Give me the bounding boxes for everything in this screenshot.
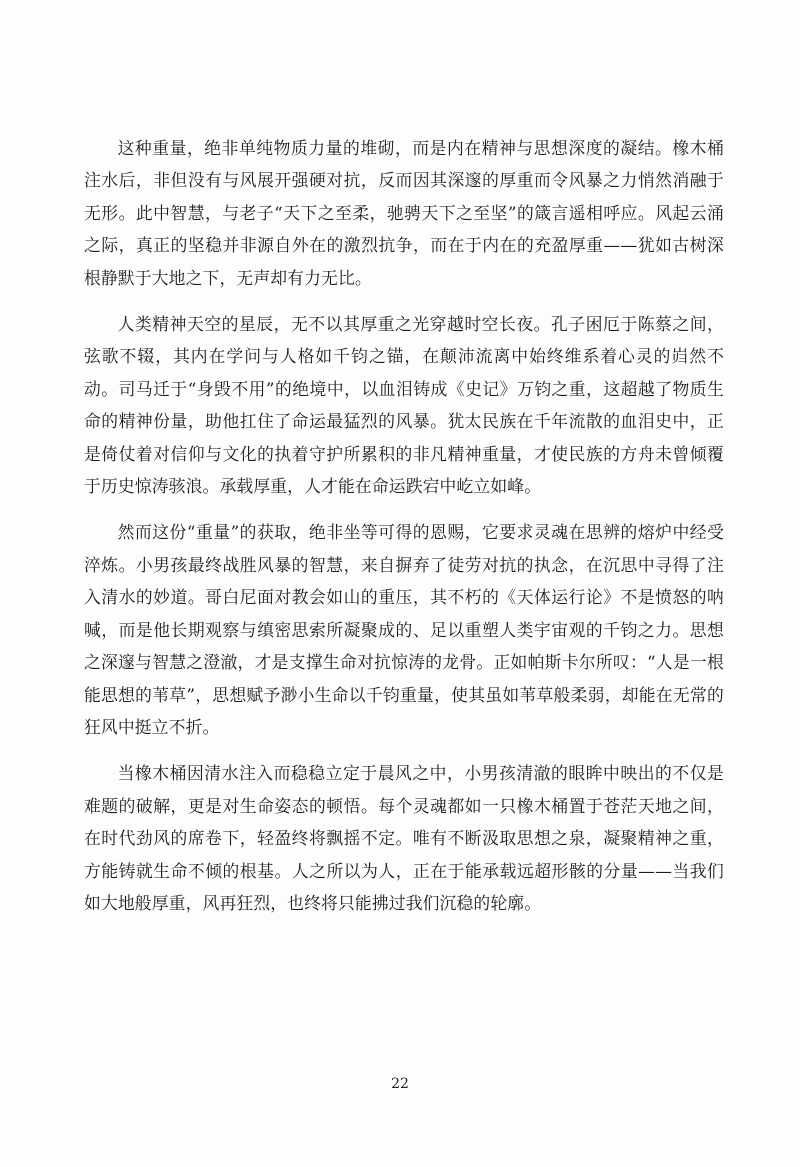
page-number: 22: [391, 1076, 409, 1092]
paragraph-3: 然而这份“重量”的获取，绝非坐等可得的恩赐，它要求灵魂在思辨的熔炉中经受淬炼。小男孩最终战胜风暴的智慧，来自摒弃了徒劳对抗的执念，在沉思中寻得了注入清水的妙道。哥白尼面对教会如山的重压，其不朽的《天体运行论》不是愤怒的呐喊，而是他长期观察与缜密思索所凝聚成的、足以重塑人类宇宙观的千钧之力。思想之深邃与智慧之澄澈，才是支撑生命对抗惊涛的龙骨。正如帕斯卡尔所叹：“人是一根能思想的苇草”，思想赋予渺小生命以千钧重量，使其虽如苇草般柔弱，却能在无常的狂风中挺立不折。: [84, 522, 724, 737]
paragraph-2: 人类精神天空的星辰，无不以其厚重之光穿越时空长夜。孔子困厄于陈蔡之间，弦歌不辍，其内在学问与人格如千钧之锚，在颠沛流离中始终维系着心灵的岿然不动。司马迁于“身毁不用”的绝境中，以血泪铸成《史记》万钧之重，这超越了物质生命的精神份量，助他扛住了命运最猛烈的风暴。犹太民族在千年流散的血泪史中，正是倚仗着对信仰与文化的执着守护所累积的非凡精神重量，才使民族的方舟未曾倾覆于历史惊涛骇浪。承载厚重，人才能在命运跌宕中屹立如峰。: [84, 314, 724, 497]
body-text: [84, 132, 724, 933]
paragraph-1: 这种重量，绝非单纯物质力量的堆砌，而是内在精神与思想深度的凝结。橡木桶注水后，非但没有与风展开强硬对抗，反而因其深邃的厚重而令风暴之力悄然消融于无形。此中智慧，与老子“天下之至柔，驰骋天下之至坚”的箴言遥相呼应。风起云涌之际，真正的坚稳并非源自外在的激烈抗争，而在于内在的充盈厚重——犹如古树深根静默于大地之下，无声却有力无比。: [84, 138, 724, 288]
paragraph-4: 当橡木桶因清水注入而稳稳立定于晨风之中，小男孩清澈的眼眸中映出的不仅是难题的破解，更是对生命姿态的顿悟。每个灵魂都如一只橡木桶置于苍茫天地之间，在时代劲风的席卷下，轻盈终将飘摇不定。唯有不断汲取思想之泉，凝聚精神之重，方能铸就生命不倾的根基。人之所以为人，正在于能承载远超形骸的分量——当我们如大地般厚重，风再狂烈，也终将只能拂过我们沉稳的轮廓。: [84, 763, 724, 913]
